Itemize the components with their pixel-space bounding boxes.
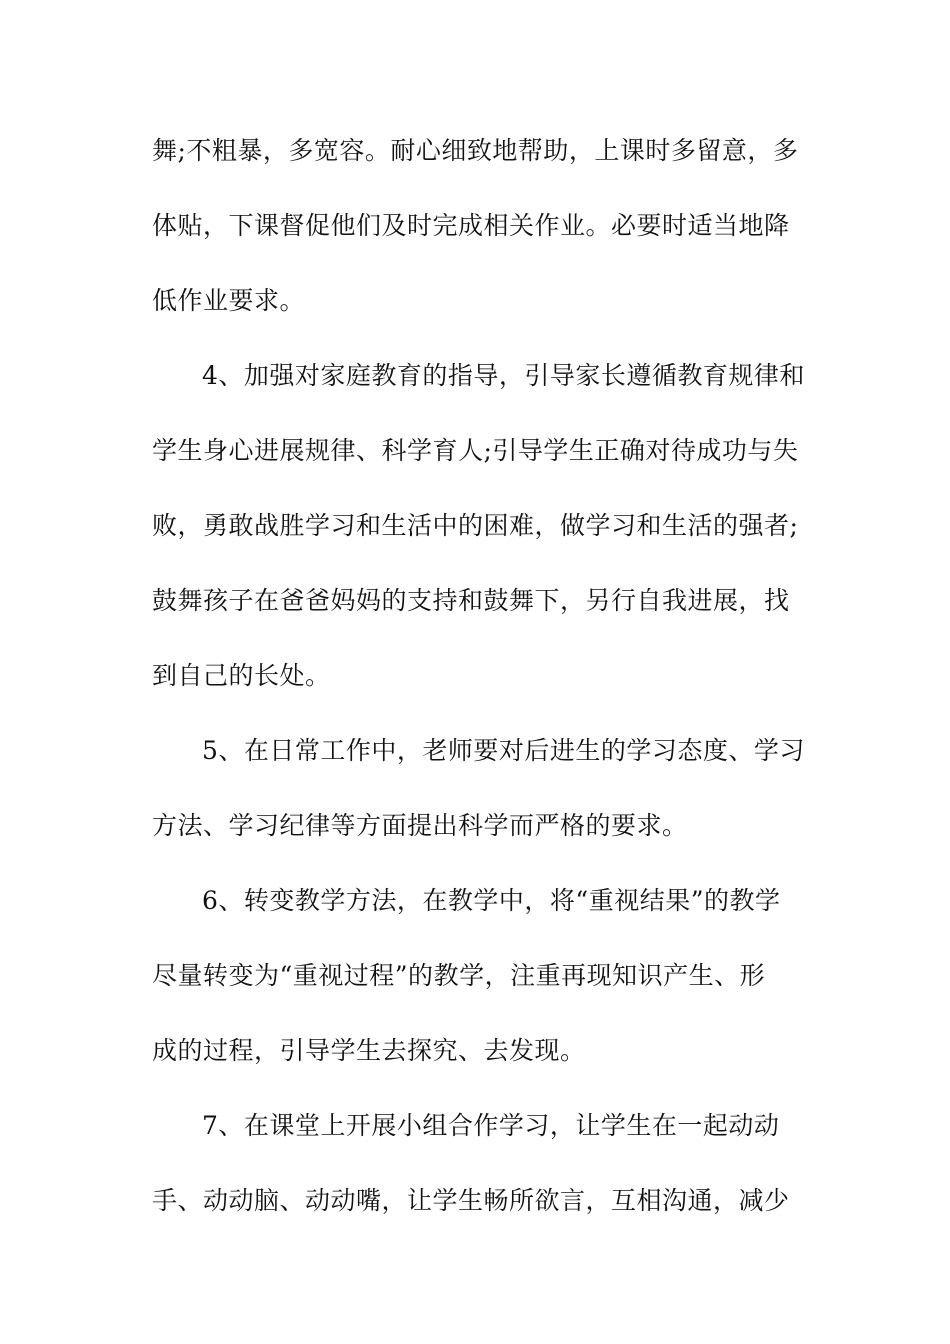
text-line: 败，勇敢战胜学习和生活中的困难，做学习和生活的强者; [152,511,799,540]
paragraph-6-start: 6、转变教学方法，在教学中，将“重视结果”的教学 [202,886,781,915]
text-line: 学生身心进展规律、科学育人;引导学生正确对待成功与失 [152,436,799,465]
paragraph-5-start: 5、在日常工作中，老师要对后进生的学习态度、学习 [202,736,805,765]
text-line: 到自己的长处。 [152,661,331,690]
text-line: 方法、学习纪律等方面提出科学而严格的要求。 [152,811,688,840]
text-line: 鼓舞孩子在爸爸妈妈的支持和鼓舞下，另行自我进展，找 [152,586,790,615]
paragraph-7-start: 7、在课堂上开展小组合作学习，让学生在一起动动 [202,1111,780,1140]
text-line: 舞;不粗暴，多宽容。耐心细致地帮助，上课时多留意，多 [152,136,799,165]
text-line: 成的过程，引导学生去探究、去发现。 [152,1036,586,1065]
text-line: 尽量转变为“重视过程”的教学，注重再现知识产生、形 [152,961,766,990]
text-line: 体贴，下课督促他们及时完成相关作业。必要时适当地降 [152,211,790,240]
text-line: 手、动动脑、动动嘴，让学生畅所欲言，互相沟通，减少 [152,1186,790,1215]
text-line: 低作业要求。 [152,286,306,315]
paragraph-4-start: 4、加强对家庭教育的指导，引导家长遵循教育规律和 [202,361,805,390]
